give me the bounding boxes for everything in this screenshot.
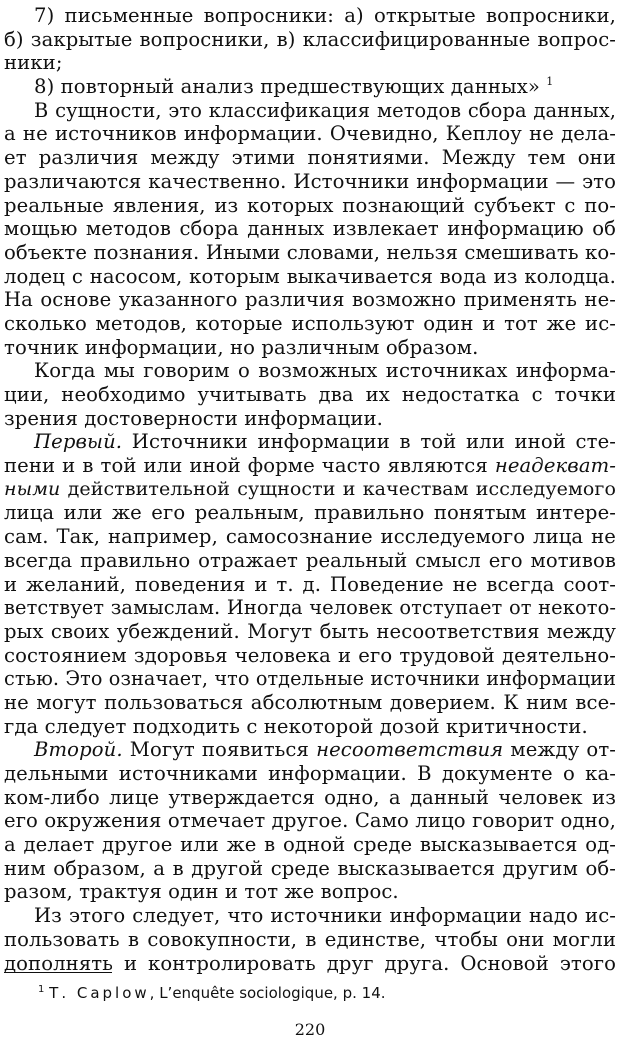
paragraph-label-second: Второй.: [34, 738, 123, 762]
text-line: лица или же его реальным, правильно понятым интере-: [4, 501, 616, 525]
footnote-source: , L’enquête sociologique, p. 14.: [149, 984, 386, 1002]
text-line: ним образом, а в другой среде высказывается другим об-: [4, 856, 616, 880]
text-fragment: 8) повторный анализ предшествующих данных»: [34, 75, 547, 99]
text-line: различаются качественно. Источники информации — это: [4, 169, 616, 193]
text-line: [4, 75, 616, 99]
text-line: [4, 478, 616, 502]
book-page-text: [4, 4, 616, 975]
text-fragment: Источники информации в той или иной сте-: [122, 430, 616, 454]
text-line: а не источников информации. Очевидно, Кеплоу не дела-: [4, 122, 616, 146]
italic-term: неадекват-: [494, 454, 616, 478]
text-line: рых своих убеждений. Могут быть несоответствия между: [4, 619, 616, 643]
italic-term: ными: [4, 477, 61, 500]
text-line: зрения достоверности информации.: [4, 406, 383, 430]
text-line: гда следует подходить с некоторой дозой критичности.: [4, 714, 588, 738]
text-line: дельными источниками информации. В документе о ка-: [4, 762, 616, 785]
text-line: а делает другое или же в одной среде высказывается од-: [4, 833, 616, 857]
footnote-reference: 1: [546, 75, 554, 89]
text-line: пользовать в совокупности, в единстве, чтобы они могли: [4, 927, 616, 951]
text-line: На основе указанного различия возможно применять не-: [4, 288, 616, 312]
footnote-author: Т. Caplow: [49, 984, 150, 1002]
text-line: разом, трактуя один и тот же вопрос.: [4, 880, 399, 904]
text-line: всегда правильно отражает реальный смысл его мотивов: [4, 548, 616, 572]
text-line: сколько методов, которые используют один и тот же ис-: [4, 311, 616, 335]
italic-term: несоответствия: [316, 738, 504, 762]
text-fragment: Могут появиться: [122, 738, 317, 762]
text-line: его окружения отмечает другое. Само лицо говорит одно,: [4, 809, 616, 833]
text-line: дополнять и контролировать друг друга. Основой этого: [4, 951, 616, 975]
text-line: состоянием здоровья человека и его трудовой деятельно-: [4, 643, 616, 667]
text-line: и желаний, поведения и т. д. Поведение не всегда соот-: [4, 572, 616, 596]
text-line: ники;: [4, 51, 63, 75]
text-line: Когда мы говорим о возможных источниках информа-: [34, 359, 616, 383]
paragraph-label-first: Первый.: [34, 430, 123, 454]
text-line: В сущности, это классификация методов сбора данных,: [34, 98, 616, 122]
text-line: [4, 454, 616, 478]
footnote-divider: [4, 972, 112, 973]
text-line: стью. Это означает, что отдельные источники информации: [4, 667, 616, 691]
text-line: 7) письменные вопросники: а) открытые вопросники,: [34, 4, 616, 27]
text-line: б) закрытые вопросники, в) классифицированные вопрос-: [4, 27, 616, 51]
text-fragment: между от-: [503, 738, 616, 762]
text-line: ции, необходимо учитывать два их недостатка с точки: [4, 383, 616, 406]
text-line: лодец с насосом, которым выкачивается вода из колодца.: [4, 264, 616, 288]
text-line: Из этого следует, что источники информации надо ис-: [34, 904, 616, 928]
text-line: ветствует замыслам. Иногда человек отступает от некото-: [4, 596, 616, 620]
text-line: не могут пользоваться абсолютным доверием. К ним все-: [4, 690, 616, 714]
text-line: реальные явления, из которых познающий субъект с по-: [4, 193, 616, 217]
page-number: 220: [294, 1020, 326, 1039]
text-line: ком-либо лице утверждается одно, а данный человек из: [4, 785, 616, 809]
text-line: сам. Так, например, самосознание исследуемого лица не: [4, 525, 616, 549]
text-fragment: действительной сущности и качествам исследуемого: [60, 477, 616, 500]
text-line: ет различия между этими понятиями. Между тем они: [4, 146, 616, 170]
text-line: [4, 738, 616, 762]
text-fragment: пени и в той или иной форме часто являются: [4, 454, 495, 478]
text-line: точник информации, но различным образом.: [4, 335, 479, 359]
footnote: [38, 983, 386, 1003]
text-line: объекте познания. Иными словами, нельзя смешивать ко-: [4, 240, 616, 264]
text-line: [4, 430, 616, 454]
text-line: мощью методов сбора данных извлекает информацию об: [4, 217, 616, 241]
footnote-marker: 1: [38, 984, 45, 995]
